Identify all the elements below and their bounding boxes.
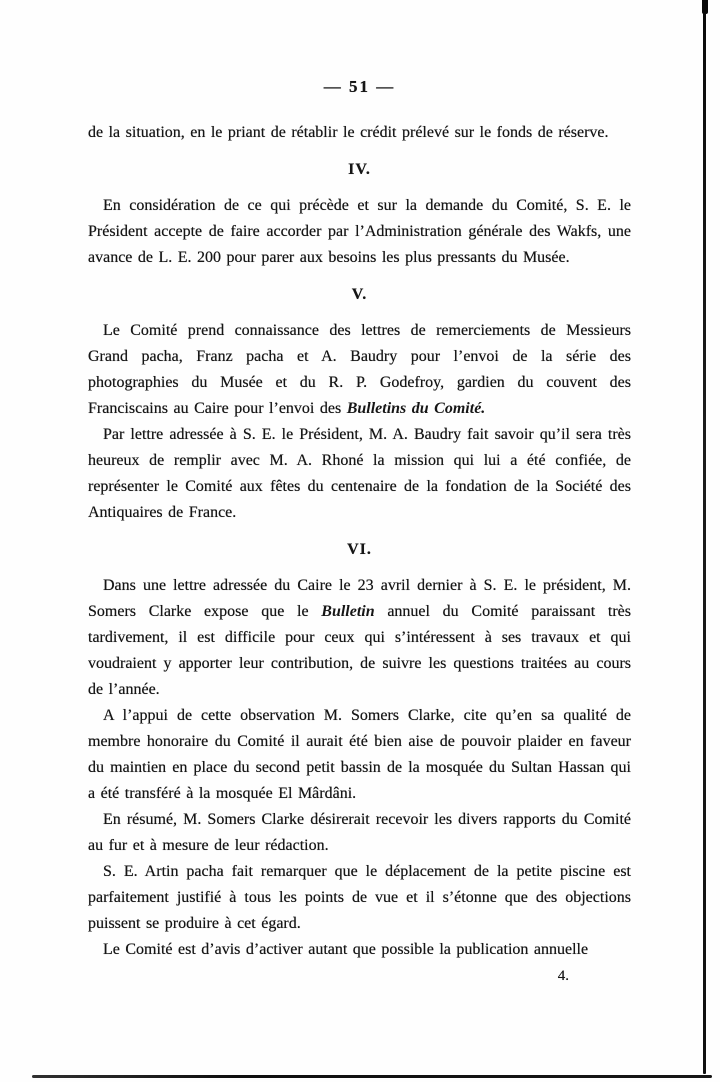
- paragraph-section-v-1-text: Le Comité prend connaissance des lettres de remerciements de Messieurs Grand pacha, Franz pacha et A. Baudry pour l’envoi de la série des photographies du Musée et du R. P. Godefroy, gardien du couvent des Franciscains au Caire pour l’envoi des: [88, 322, 631, 417]
- paragraph-section-v-2: Par lettre adressée à S. E. le Président, M. A. Baudry fait savoir qu’il sera très heureux de remplir avec M. A. Rhoné la mission qui lui a été confiée, de représenter le Comité aux fêtes du centenaire de la fondation de la Société des Antiquaires de France.: [88, 426, 631, 521]
- scan-edge-right-artifact: [703, 0, 706, 1074]
- section-heading-iv: IV.: [348, 161, 371, 178]
- paragraph-section-vi-4: S. E. Artin pacha fait remarquer que le déplacement de la petite piscine est parfaitement justifié à tous les points de vue et il s’étonne que des objections puissent se produire à cet égard.: [88, 863, 631, 932]
- page-content: [88, 76, 631, 989]
- section-heading-vi: VI.: [347, 541, 372, 558]
- scan-edge-bottom-artifact: [32, 1075, 712, 1078]
- paragraph-section-v-1: [88, 318, 631, 422]
- paragraph-section-vi-3: En résumé, M. Somers Clarke désirerait recevoir les divers rapports du Comité au fur et à mesure de leur rédaction.: [88, 811, 631, 854]
- bulletins-du-comite-italic: Bulletins du Comité.: [346, 400, 486, 417]
- paragraph-section-iv: En considération de ce qui précède et sur la demande du Comité, S. E. le Président accepte de faire accorder par l’Administration générale des Wakfs, une avance de L. E. 200 pour parer aux besoins les plus pressants du Musée.: [88, 197, 631, 266]
- page-number-header: — 51 —: [323, 77, 396, 96]
- bulletin-italic: Bulletin: [321, 603, 375, 620]
- paragraph-section-vi-5: Le Comité est d’avis d’activer autant que possible la publication annuelle: [103, 941, 589, 958]
- document-body: [88, 120, 631, 989]
- paragraph-section-vi-2: A l’appui de cette observation M. Somers Clarke, cite qu’en sa qualité de membre honoraire du Comité il aurait été bien aise de pouvoir plaider en faveur du maintien en place du second petit bassin de la mosquée du Sultan Hassan qui a été transféré à la mosquée El Mârdâni.: [88, 707, 631, 802]
- printer-signature-mark: 4.: [557, 968, 569, 984]
- paragraph-section-vi-1: [88, 573, 631, 703]
- section-heading-v: V.: [351, 286, 368, 303]
- paragraph-continuation: de la situation, en le priant de rétablir le crédit prélevé sur le fonds de réserve.: [88, 124, 609, 141]
- paragraph-section-vi-1-pre: Dans une lettre adressée du Caire le 23 avril dernier à S. E. le président, M. Somers Clarke expose que le: [88, 577, 631, 620]
- paragraph-section-vi-1-post: annuel du Comité paraissant très tardivement, il est difficile pour ceux qui s’intéressent à ses travaux et qui voudraient y apporter leur contribution, de suivre les questions traitées au cours de l’année.: [88, 603, 631, 698]
